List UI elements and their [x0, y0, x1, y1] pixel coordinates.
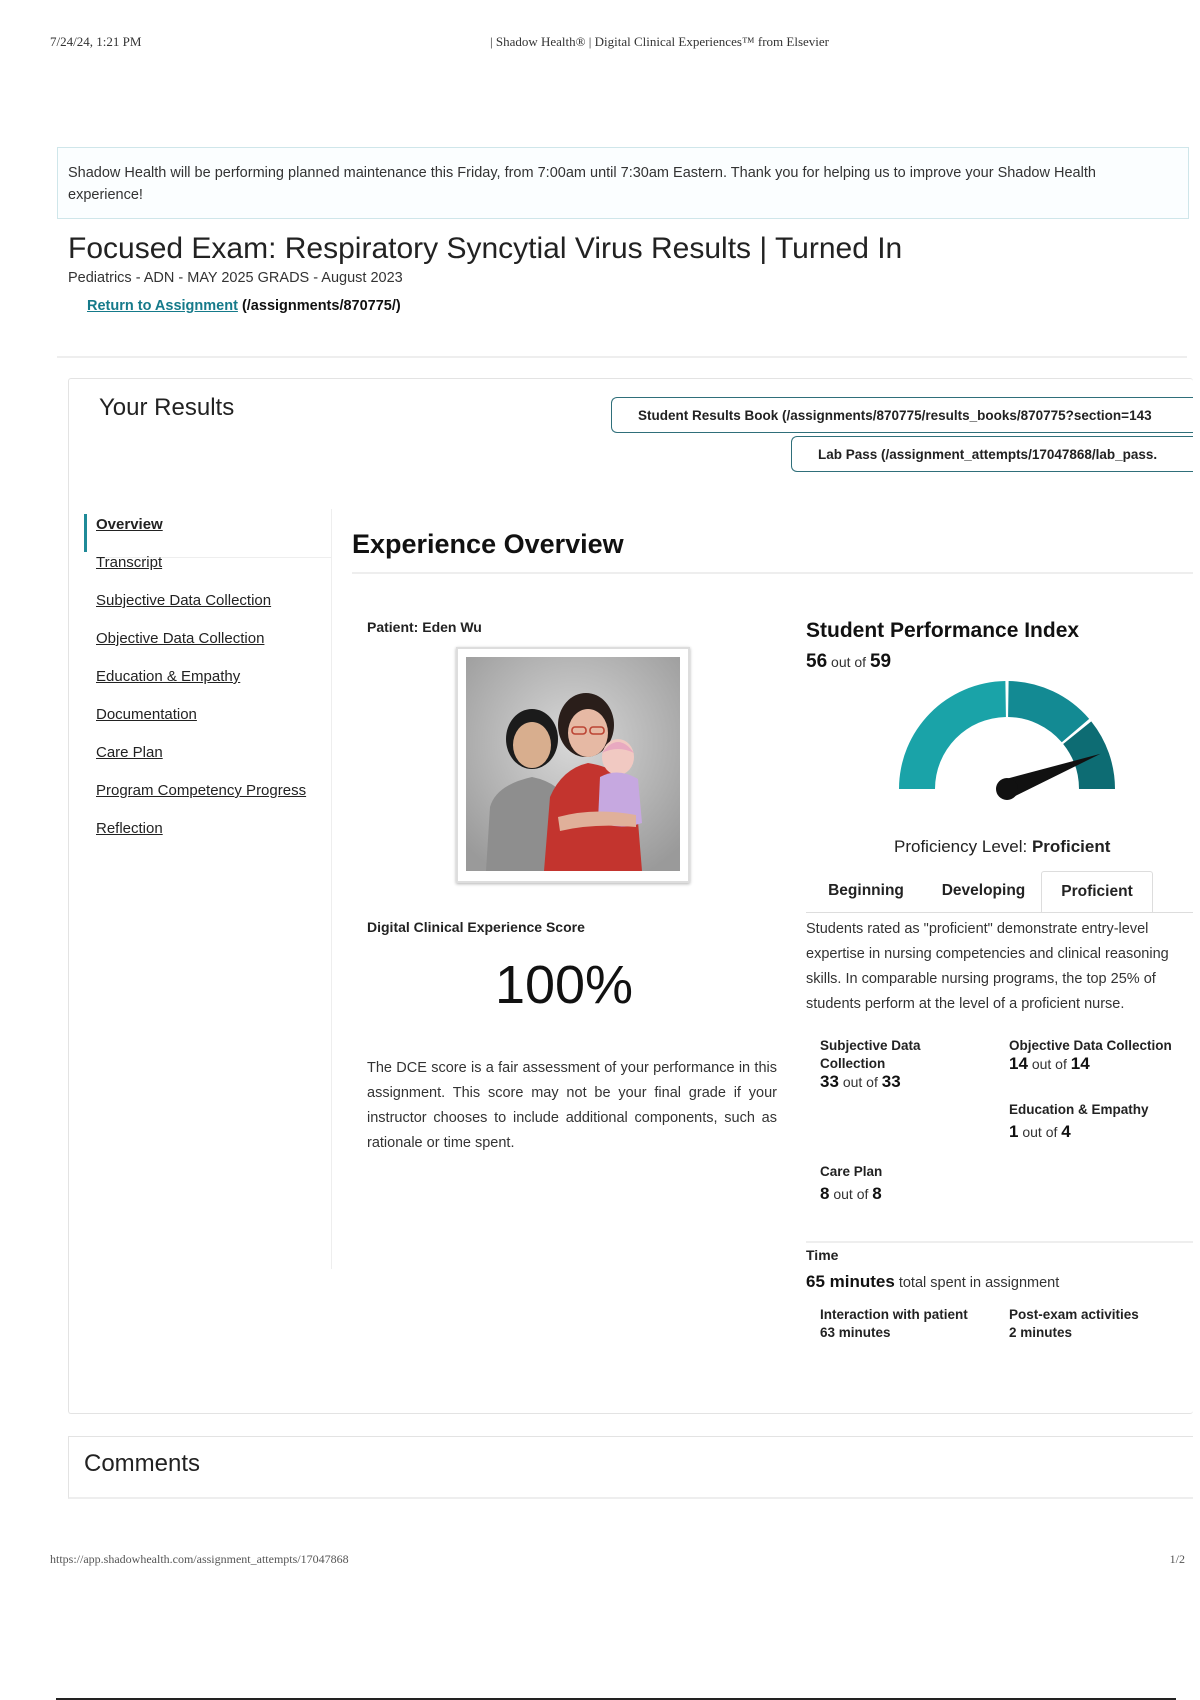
category-score — [1009, 1054, 1193, 1071]
time-total-value: 65 minutes — [806, 1272, 895, 1291]
nav-item-documentation[interactable]: Documentation — [96, 706, 197, 723]
proficiency-label: Proficiency Level: — [894, 837, 1028, 856]
maintenance-banner — [57, 147, 1189, 219]
category-label: Education & Empathy — [1009, 1102, 1149, 1117]
spi-title: Student Performance Index — [806, 619, 1080, 642]
category-subjective — [820, 1035, 990, 1093]
category-score — [1009, 1121, 1193, 1143]
nav-item-competency[interactable]: Program Competency Progress — [96, 782, 307, 799]
category-objective — [1009, 1035, 1193, 1071]
comments-panel — [68, 1436, 1193, 1499]
return-row — [87, 298, 401, 314]
tab-developing[interactable]: Developing — [941, 882, 1026, 899]
lab-pass-button[interactable]: Lab Pass (/assignment_attempts/17047868/lab_pass. — [791, 436, 1193, 472]
proficiency-tabs — [806, 871, 1193, 913]
banner-text-cont: experience! — [68, 187, 143, 203]
spi-gauge — [889, 664, 1149, 834]
score-of: out of — [833, 1186, 869, 1202]
dce-score-label: Digital Clinical Experience Score — [367, 919, 585, 935]
print-datetime: 7/24/24, 1:21 PM — [50, 34, 142, 49]
category-care-plan — [820, 1161, 990, 1205]
print-url: https://app.shadowhealth.com/assignment_attempts/17047868 — [50, 1552, 349, 1566]
time-interaction-value: 63 minutes — [820, 1325, 891, 1340]
score-of: out of — [1022, 1124, 1058, 1140]
print-page-title: | Shadow Health® | Digital Clinical Experiences™ from Elsevier — [490, 34, 830, 49]
nav-divider — [331, 509, 332, 1269]
time-postexam — [1009, 1304, 1193, 1340]
score-value: 8 — [820, 1184, 830, 1203]
tab-proficient[interactable]: Proficient — [1041, 871, 1153, 912]
score-max: 4 — [1061, 1122, 1071, 1141]
course-subtitle: Pediatrics - ADN - MAY 2025 GRADS - August 2023 — [68, 270, 403, 286]
nav-item-education[interactable]: Education & Empathy — [96, 668, 241, 685]
proficiency-value: Proficient — [1031, 837, 1111, 856]
patient-name: Patient: Eden Wu — [367, 619, 482, 635]
dce-score-description: The DCE score is a fair assessment of your performance in this assignment. This score may not be your final grade if your instructor chooses to include additional components, such as rationale or time spent. — [367, 1060, 777, 1151]
time-total-suffix: total spent in assignment — [898, 1275, 1060, 1291]
tab-beginning[interactable]: Beginning — [828, 882, 904, 899]
overview-divider — [352, 572, 1193, 574]
score-max: 8 — [872, 1184, 882, 1203]
spi-out-of: out of — [831, 654, 867, 670]
return-to-assignment-link[interactable]: Return to Assignment — [87, 298, 238, 314]
category-label: Subjective Data — [820, 1038, 921, 1053]
score-value: 14 — [1009, 1054, 1028, 1071]
score-max: 14 — [1070, 1054, 1090, 1071]
time-interaction — [820, 1304, 1000, 1340]
score-max: 33 — [881, 1072, 901, 1091]
gauge-hub — [996, 778, 1018, 800]
nav-item-subjective[interactable]: Subjective Data Collection — [96, 592, 272, 609]
return-path: (/assignments/870775/) — [241, 298, 401, 314]
category-score — [820, 1071, 990, 1093]
category-education — [1009, 1099, 1193, 1143]
time-postexam-value: 2 minutes — [1009, 1325, 1073, 1340]
spi-score-max: 59 — [869, 651, 892, 672]
spi-score-value: 56 — [806, 651, 828, 672]
nav-item-reflection[interactable]: Reflection — [96, 820, 163, 837]
patient-family-image — [466, 657, 680, 871]
dce-score-value: 100% — [494, 955, 634, 1015]
student-results-book-button[interactable]: Student Results Book (/assignments/870775/results_books/870775?section=143 — [611, 397, 1193, 433]
time-postexam-label: Post-exam activities — [1009, 1307, 1139, 1322]
results-title: Your Results — [99, 394, 235, 421]
category-label-cont: Collection — [820, 1056, 886, 1071]
time-divider — [806, 1241, 1193, 1243]
overview-title: Experience Overview — [352, 529, 624, 559]
tabs-divider — [806, 912, 1193, 913]
category-label: Objective Data Collection — [1009, 1038, 1172, 1053]
spi-score — [806, 651, 891, 673]
time-total — [806, 1272, 1059, 1292]
patient-portrait — [456, 647, 690, 883]
nav-item-care-plan[interactable]: Care Plan — [96, 744, 163, 761]
score-value: 1 — [1009, 1122, 1019, 1141]
results-sidenav — [84, 514, 326, 856]
comments-title: Comments — [84, 1450, 201, 1477]
score-value: 33 — [820, 1072, 839, 1091]
proficiency-description: Students rated as "proficient" demonstrate entry-level expertise in nursing competencies and clinical reasoning skills. In comparable nursing programs, the top 25% of students perform at the level of a proficient nurse. — [806, 921, 1169, 1012]
score-of: out of — [842, 1074, 878, 1090]
banner-text: Shadow Health will be performing planned maintenance this Friday, from 7:00am until 7:30am Eastern. Thank you for helping us to improve your Shadow Health — [68, 165, 1096, 181]
page-title: Focused Exam: Respiratory Syncytial Virus Results | Turned In — [68, 232, 903, 265]
nav-item-overview[interactable]: Overview — [84, 514, 326, 552]
time-label: Time — [806, 1247, 839, 1263]
page-header — [57, 228, 1187, 358]
score-of: out of — [1031, 1056, 1067, 1071]
print-page-number: 1/2 — [1169, 1552, 1185, 1566]
time-interaction-label: Interaction with patient — [820, 1307, 968, 1322]
nav-item-objective[interactable]: Objective Data Collection — [96, 630, 265, 647]
proficiency-level — [894, 837, 1110, 857]
results-panel — [68, 378, 1193, 1414]
gauge-segment-beginning — [899, 681, 1006, 789]
nav-item-transcript[interactable]: Transcript — [96, 554, 163, 571]
category-score — [820, 1183, 990, 1205]
category-label: Care Plan — [820, 1164, 883, 1179]
